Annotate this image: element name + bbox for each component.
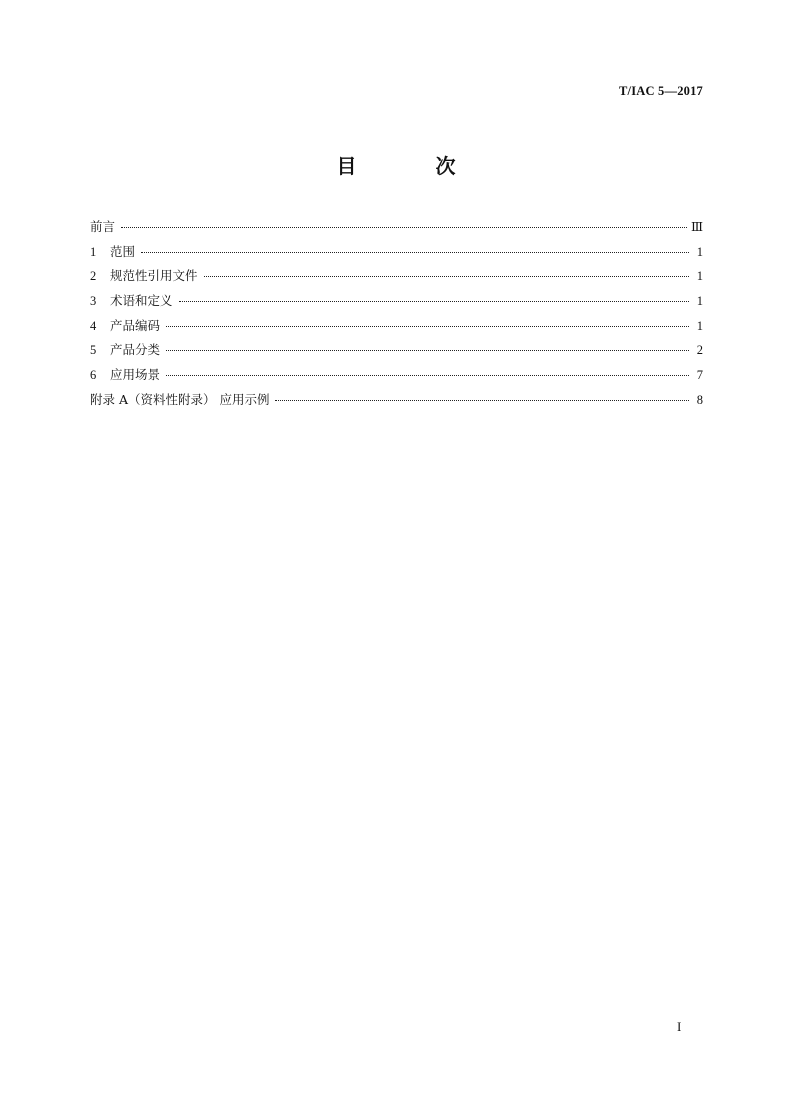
dot-leader — [121, 217, 687, 228]
toc-entry-label: 范围 — [110, 243, 136, 259]
toc-entry-terms-definitions[interactable] — [90, 289, 703, 314]
toc-entry-number: 2 — [90, 269, 97, 284]
toc-entry-label: 附录 A（资料性附录） 应用示例 — [90, 391, 270, 407]
dot-leader — [166, 316, 689, 327]
toc-entry-page: 1 — [696, 294, 703, 309]
toc-entry-page: 7 — [696, 368, 703, 383]
dot-leader — [275, 390, 689, 401]
toc-entry-label: 产品编码 — [110, 317, 161, 333]
toc-entry-number: 5 — [90, 343, 97, 358]
toc-entry-number: 3 — [90, 294, 97, 309]
toc-entry-label: 应用场景 — [110, 367, 161, 383]
toc-entry-page: 8 — [696, 392, 703, 407]
document-id: T/IAC 5—2017 — [618, 84, 703, 98]
toc-entry-scope[interactable] — [90, 240, 703, 265]
toc-entry-application-scenarios[interactable] — [90, 363, 703, 388]
toc-entry-page: 1 — [696, 269, 703, 284]
table-of-contents — [90, 215, 703, 413]
toc-entry-page: 1 — [696, 318, 703, 333]
toc-entry-label: 产品分类 — [110, 342, 161, 358]
toc-entry-product-classification[interactable] — [90, 338, 703, 363]
toc-entry-product-coding[interactable] — [90, 314, 703, 339]
toc-entry-appendix-a[interactable] — [90, 388, 703, 413]
toc-entry-label: 规范性引用文件 — [110, 268, 198, 284]
toc-entry-normative-references[interactable] — [90, 264, 703, 289]
toc-entry-label: 术语和定义 — [110, 293, 173, 309]
page-title: 目 次 — [336, 154, 492, 178]
page-number: I — [677, 1019, 682, 1034]
toc-entry-page: 2 — [696, 343, 703, 358]
toc-entry-page: 1 — [696, 244, 703, 259]
dot-leader — [141, 242, 689, 253]
toc-entry-page: Ⅲ — [690, 220, 703, 234]
toc-entry-label: 前言 — [90, 219, 116, 234]
dot-leader — [204, 266, 689, 277]
toc-entry-number: 6 — [90, 368, 97, 383]
toc-entry-foreword[interactable] — [90, 215, 703, 240]
dot-leader — [179, 291, 689, 302]
toc-entry-number: 4 — [90, 318, 97, 333]
toc-entry-number: 1 — [90, 244, 97, 259]
dot-leader — [166, 365, 689, 376]
dot-leader — [166, 340, 689, 351]
